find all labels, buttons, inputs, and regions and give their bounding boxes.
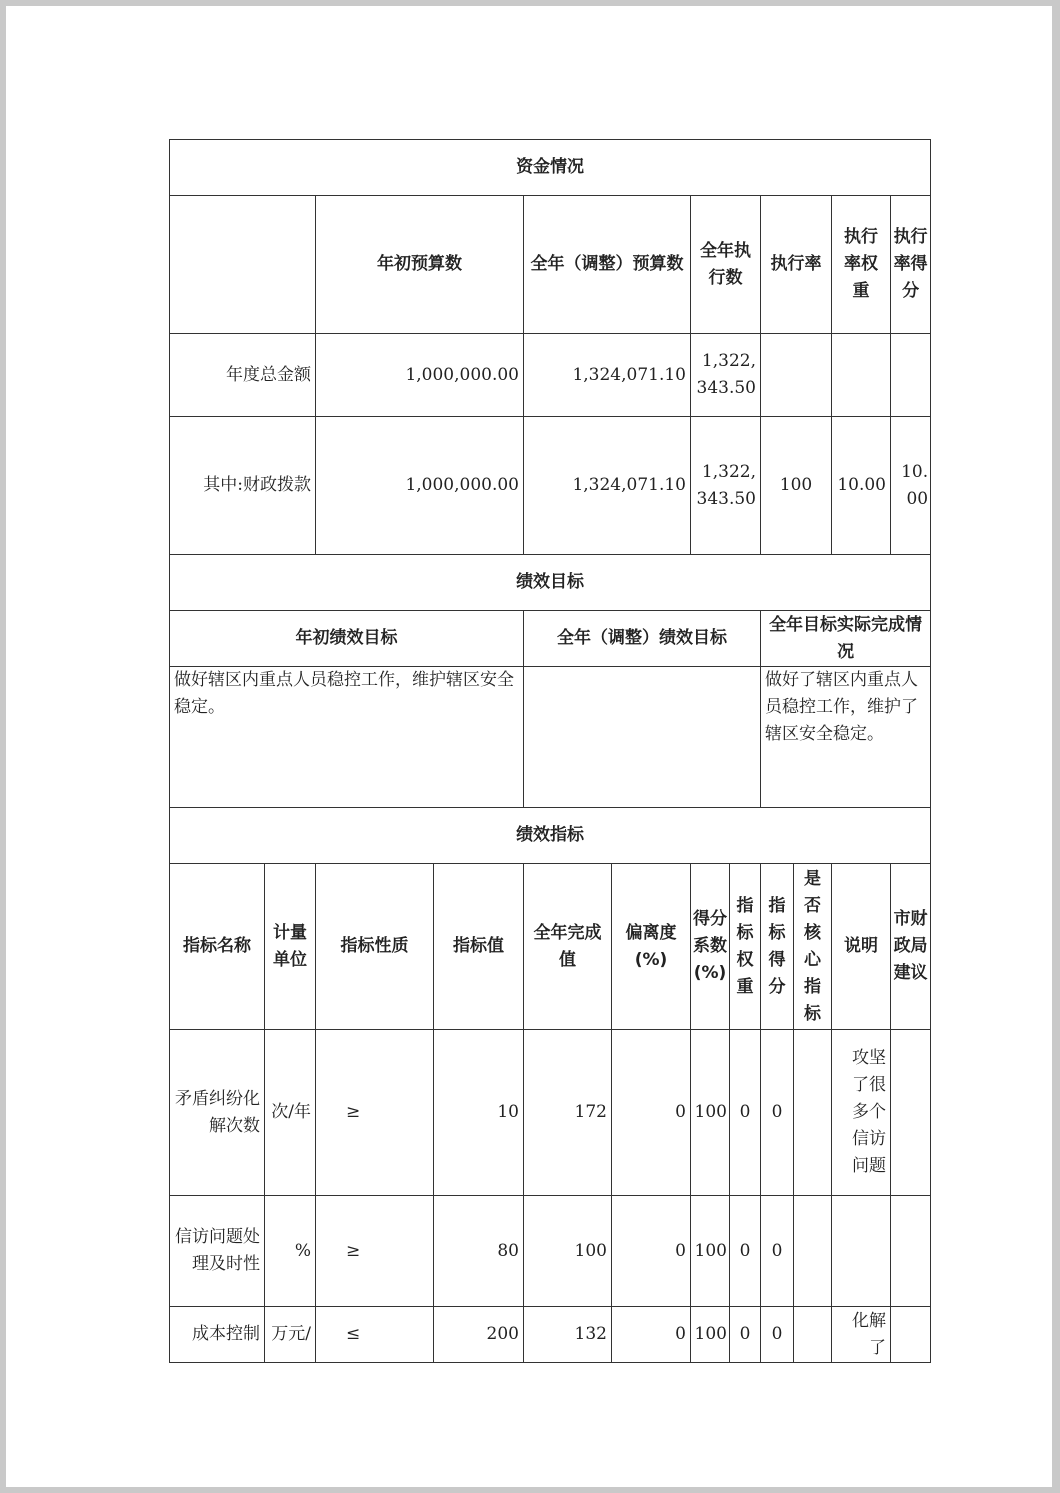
- funds-header-initial-budget: 年初预算数: [316, 196, 524, 334]
- ind-cell-unit: 次/年: [265, 1030, 316, 1196]
- funds-row-adjusted-budget: 1,324,071.10: [524, 417, 691, 555]
- funds-row-adjusted-budget: 1,324,071.10: [524, 334, 691, 417]
- ind-cell-deviation: 0: [612, 1030, 691, 1196]
- funds-row-weight: [832, 334, 891, 417]
- funds-row-weight: 10.00: [832, 417, 891, 555]
- funds-header-score: 执行率得分: [891, 196, 931, 334]
- ind-header-core: 是否核心指标: [794, 864, 832, 1030]
- ind-header-unit: 计量单位: [265, 864, 316, 1030]
- ind-header-advice: 市财政局建议: [891, 864, 931, 1030]
- funds-row-initial-budget: 1,000,000.00: [316, 417, 524, 555]
- ind-header-value: 指标值: [434, 864, 524, 1030]
- ind-cell-advice: [891, 1196, 931, 1307]
- ind-header-coef: 得分系数(%): [691, 864, 730, 1030]
- ind-cell-name: 信访问题处理及时性: [170, 1196, 265, 1307]
- funds-row-rate: 100: [761, 417, 832, 555]
- ind-cell-weight: 0: [730, 1030, 761, 1196]
- ind-cell-deviation: 0: [612, 1196, 691, 1307]
- goals-actual-text: 做好了辖区内重点人员稳控工作，维护了辖区安全稳定。: [761, 667, 931, 808]
- ind-cell-name: 成本控制: [170, 1307, 265, 1363]
- ind-cell-coef: 100: [691, 1030, 730, 1196]
- ind-header-name: 指标名称: [170, 864, 265, 1030]
- funds-header-rate: 执行率: [761, 196, 832, 334]
- funds-row-initial-budget: 1,000,000.00: [316, 334, 524, 417]
- funds-header-adjusted-budget: 全年（调整）预算数: [524, 196, 691, 334]
- ind-cell-core: [794, 1030, 832, 1196]
- ind-cell-coef: 100: [691, 1307, 730, 1363]
- ind-cell-unit: 万元/: [265, 1307, 316, 1363]
- ind-header-weight: 指标权重: [730, 864, 761, 1030]
- funds-section-title: 资金情况: [170, 140, 931, 196]
- funds-row-executed: 1,322,343.50: [691, 334, 761, 417]
- goals-header-adjusted: 全年（调整）绩效目标: [524, 611, 761, 667]
- funds-row-label: 其中:财政拨款: [170, 417, 316, 555]
- ind-cell-core: [794, 1196, 832, 1307]
- ind-cell-completed: 100: [524, 1196, 612, 1307]
- ind-cell-weight: 0: [730, 1196, 761, 1307]
- ind-cell-unit: %: [265, 1196, 316, 1307]
- funds-row-score: [891, 334, 931, 417]
- funds-header-blank: [170, 196, 316, 334]
- indicator-row: [170, 1030, 931, 1196]
- document-page: [6, 6, 1052, 1487]
- indicators-section-title: 绩效指标: [170, 808, 931, 864]
- ind-cell-advice: [891, 1307, 931, 1363]
- ind-cell-completed: 132: [524, 1307, 612, 1363]
- indicator-row: [170, 1196, 931, 1307]
- goals-header-actual: 全年目标实际完成情况: [761, 611, 931, 667]
- ind-cell-nature: ≥: [316, 1196, 434, 1307]
- ind-cell-completed: 172: [524, 1030, 612, 1196]
- ind-cell-deviation: 0: [612, 1307, 691, 1363]
- ind-cell-score: 0: [761, 1307, 794, 1363]
- funds-row-rate: [761, 334, 832, 417]
- ind-cell-coef: 100: [691, 1196, 730, 1307]
- ind-cell-core: [794, 1307, 832, 1363]
- funds-row-label: 年度总金额: [170, 334, 316, 417]
- ind-cell-note: 攻坚了很多个信访问题: [832, 1030, 891, 1196]
- ind-cell-score: 0: [761, 1030, 794, 1196]
- funds-row: [170, 334, 931, 417]
- funds-header-executed: 全年执行数: [691, 196, 761, 334]
- ind-cell-value: 10: [434, 1030, 524, 1196]
- goals-initial-text: 做好辖区内重点人员稳控工作，维护辖区安全稳定。: [170, 667, 524, 808]
- indicator-row: [170, 1307, 931, 1363]
- ind-cell-name: 矛盾纠纷化解次数: [170, 1030, 265, 1196]
- ind-header-note: 说明: [832, 864, 891, 1030]
- ind-cell-nature: ≥: [316, 1030, 434, 1196]
- ind-cell-score: 0: [761, 1196, 794, 1307]
- funds-row-executed: 1,322,343.50: [691, 417, 761, 555]
- goals-section-title: 绩效目标: [170, 555, 931, 611]
- ind-header-nature: 指标性质: [316, 864, 434, 1030]
- ind-cell-advice: [891, 1030, 931, 1196]
- ind-cell-note: 化解了: [832, 1307, 891, 1363]
- goals-header-initial: 年初绩效目标: [170, 611, 524, 667]
- funds-row: [170, 417, 931, 555]
- ind-cell-weight: 0: [730, 1307, 761, 1363]
- ind-header-score: 指标得分: [761, 864, 794, 1030]
- ind-cell-note: [832, 1196, 891, 1307]
- ind-cell-value: 200: [434, 1307, 524, 1363]
- ind-cell-nature: ≤: [316, 1307, 434, 1363]
- funds-row-score: 10.00: [891, 417, 931, 555]
- goals-adjusted-text: [524, 667, 761, 808]
- ind-header-completed: 全年完成值: [524, 864, 612, 1030]
- ind-header-deviation: 偏离度(%): [612, 864, 691, 1030]
- funds-header-weight: 执行率权重: [832, 196, 891, 334]
- performance-table: [169, 139, 931, 1363]
- ind-cell-value: 80: [434, 1196, 524, 1307]
